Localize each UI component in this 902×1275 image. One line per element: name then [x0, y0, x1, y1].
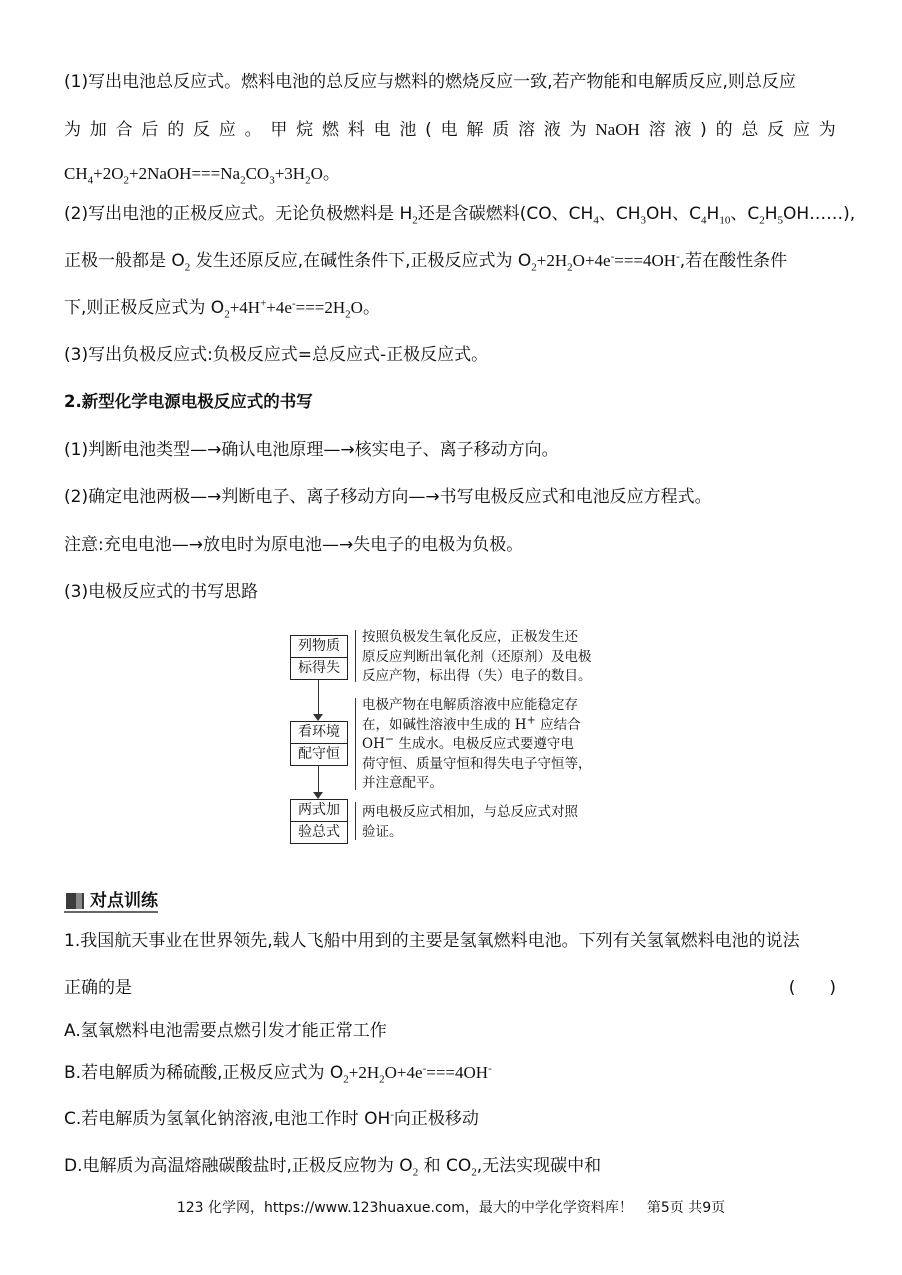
flow-text-1: 按照负极发生氧化反应，正极发生还 原反应判断出氧化剂（还原剂）及电极 反应产物，标出得（失）电子的数目。: [362, 629, 592, 684]
spaced-word: 电: [373, 120, 391, 140]
step-3: (3)电极反应式的书写思路: [64, 582, 259, 602]
spaced-word: 烷: [296, 120, 314, 140]
option-b[interactable]: B.若电解质为稀硫酸,正极反应式为 $O_2+2H_2O+4e^-===4OH^-$: [64, 1062, 492, 1086]
p2-text-a: (2)写出电池的正极反应式。无论负极燃料是 H: [64, 204, 413, 224]
spaced-word: 为: [64, 120, 81, 140]
section-header: [64, 889, 164, 913]
spaced-word: ): [700, 120, 707, 140]
flow-arrow-1: [313, 714, 323, 721]
flow-box-1: [290, 635, 348, 680]
p2-text-e: H: [706, 204, 720, 224]
spaced-word: 为: [569, 120, 587, 140]
option-d-tail: ,无法实现碳中和: [476, 1156, 602, 1176]
flow-box-2: [290, 721, 348, 766]
spaced-word: 燃: [321, 120, 339, 140]
spaced-word: 料: [347, 120, 365, 140]
spaced-word: 解: [466, 120, 484, 140]
option-d-text: D.电解质为高温熔融碳酸盐时,正极反应物为 O: [64, 1156, 413, 1176]
spaced-word: 应: [792, 120, 810, 140]
section-title: 对点训练: [90, 891, 158, 911]
p2-text-f: 、C: [730, 204, 760, 224]
step-1: (1)判断电池类型—→确认电池原理—→核实电子、离子移动方向。: [64, 440, 559, 460]
spaced-word: (: [425, 120, 432, 140]
flow-box-3-bottom: 验总式: [291, 821, 347, 843]
flow-box-2-bottom: 配守恒: [291, 743, 347, 765]
spaced-word: 池: [399, 120, 417, 140]
paragraph-total-reaction-line1: (1)写出电池总反应式。燃料电池的总反应与燃料的燃烧反应一致,若产物能和电解质反应,则总反应: [64, 72, 796, 92]
question-1-stem-end: 正确的是: [64, 978, 132, 998]
step-2: (2)确定电池两极—→判断电子、离子移动方向—→书写电极反应式和电池反应方程式。: [64, 487, 712, 507]
spaced-word: 电: [440, 120, 458, 140]
flow-box-2-top: 看环境: [298, 724, 340, 740]
spaced-word: 的: [715, 120, 733, 140]
flow-box-3-top: 两式加: [298, 802, 340, 818]
p2-text-g: H: [764, 204, 778, 224]
spaced-word: 应: [218, 120, 236, 140]
spaced-word: 反: [767, 120, 785, 140]
flow-brace-1: [355, 630, 360, 682]
page-footer: 123 化学网，https://www.123huaxue.com，最大的中学化学资料库！ 第5页 共9页: [176, 1200, 726, 1216]
flow-connector-1: [318, 680, 319, 716]
p2-text-c: 、CH: [598, 204, 641, 224]
option-c-text: C.若电解质为氢氧化钠溶液,电池工作时 OH: [64, 1109, 391, 1129]
spaced-word: 溶: [517, 120, 535, 140]
flow-text-2: 电极产物在电解质溶液中应能稳定存 在，如碱性溶液中生成的 H+ 应结合 OH− 生成水。电极反应式要遵守电 荷守恒、质量守恒和得失电子守恒等， 并注意配平。: [362, 697, 592, 791]
p2-l2-a: 正极一般都是 O: [64, 251, 185, 271]
flow-text-2a: 电极产物在电解质溶液中应能稳定存: [362, 697, 578, 713]
flow-text-2b: 在，如碱性溶液中生成的 H: [362, 716, 527, 733]
option-a[interactable]: A.氢氧燃料电池需要点燃引发才能正常工作: [64, 1021, 387, 1041]
spaced-word: NaOH: [595, 120, 640, 139]
p2-l2-c: ,若在酸性条件: [679, 251, 788, 271]
paragraph-positive-electrode-line1: (2)写出电池的正极反应式。无论负极燃料是 $H_2$还是含碳燃料(CO、$CH_4$、$CH_3OH$、$C_4H_{10}$、$C_2H_5OH\dots\dots$),: [64, 204, 856, 227]
paragraph-positive-electrode-line3: 下,则正极反应式为 $O_2+4H^++4e^-===2H_2O$。: [64, 297, 380, 321]
equation-period: 。: [322, 164, 340, 184]
spaced-word: 合: [115, 120, 133, 140]
spaced-word: 反: [192, 120, 210, 140]
spaced-word: 液: [674, 120, 692, 140]
spaced-word: 为: [818, 120, 836, 140]
spaced-word: 甲: [270, 120, 288, 140]
paragraph-negative-electrode: (3)写出负极反应式:负极反应式=总反应式-正极反应式。: [64, 345, 489, 365]
flow-text-3: 两电极反应式相加，与总反应式对照 验证。: [362, 804, 578, 840]
p2-l3-b: 。: [362, 298, 380, 318]
flow-text-2e: 生成水。电极反应式要遵守电 荷守恒、质量守恒和得失电子守恒等， 并注意配平。: [362, 736, 592, 791]
spaced-word: 的: [167, 120, 185, 140]
question-1-line1: 1.我国航天事业在世界领先,载人飞船中用到的主要是氢氧燃料电池。下列有关氢氧燃料电池的说法: [64, 931, 800, 951]
heading-new-battery: 2.新型化学电源电极反应式的书写: [64, 392, 313, 411]
question-1-line2: [64, 976, 836, 1000]
p2-l3-a: 下,则正极反应式为 O: [64, 298, 225, 318]
flow-text-2d: OH: [362, 736, 385, 752]
p2-l2-b: 发生还原反应,在碱性条件下,正极反应式为 O: [190, 251, 532, 271]
flow-brace-2: [355, 698, 360, 790]
answer-blank: ( ): [788, 978, 836, 998]
paragraph-total-reaction-line2: [64, 118, 836, 142]
option-c[interactable]: C.若电解质为氢氧化钠溶液,电池工作时 OH-向正极移动: [64, 1108, 479, 1129]
flow-brace-3: [355, 802, 360, 840]
spaced-word: 质: [492, 120, 510, 140]
flow-box-3: [290, 799, 348, 844]
p2-text-d: OH、C: [645, 204, 702, 224]
option-d[interactable]: D.电解质为高温熔融碳酸盐时,正极反应物为 $O_2$ 和 $CO_2$,无法实现碳中和: [64, 1156, 602, 1179]
spaced-word: 。: [244, 120, 262, 140]
p2-text-b: 还是含碳燃料(CO、CH: [417, 204, 594, 224]
paragraph-positive-electrode-line2: 正极一般都是 $O_2$ 发生还原反应,在碱性条件下,正极反应式为 $O_2+2H_2O+4e^-===4OH^-$,若在酸性条件: [64, 250, 788, 274]
spaced-word: 加: [89, 120, 107, 140]
flow-text-2c: 应结合: [535, 716, 581, 733]
flow-box-1-top: 列物质: [298, 638, 340, 654]
option-d-mid: 和 CO: [418, 1156, 472, 1176]
spaced-word: 液: [543, 120, 561, 140]
section-underline: [64, 911, 158, 913]
option-c-tail: 向正极移动: [393, 1109, 479, 1129]
flow-box-1-bottom: 标得失: [291, 657, 347, 679]
flow-connector-2: [318, 765, 319, 794]
flow-arrow-2: [313, 792, 323, 799]
option-b-text: B.若电解质为稀硫酸,正极反应式为 O: [64, 1063, 344, 1083]
spaced-word: 溶: [648, 120, 666, 140]
spaced-word: 后: [141, 120, 159, 140]
note: 注意:充电电池—→放电时为原电池—→失电子的电极为负极。: [64, 535, 524, 555]
p2-text-h: OH……),: [783, 204, 856, 224]
methane-equation: $CH_4+2O_2+2NaOH===Na_2CO_3+3H_2O$。: [64, 164, 340, 187]
section-marker-accent: [76, 893, 82, 909]
spaced-word: 总: [741, 120, 759, 140]
